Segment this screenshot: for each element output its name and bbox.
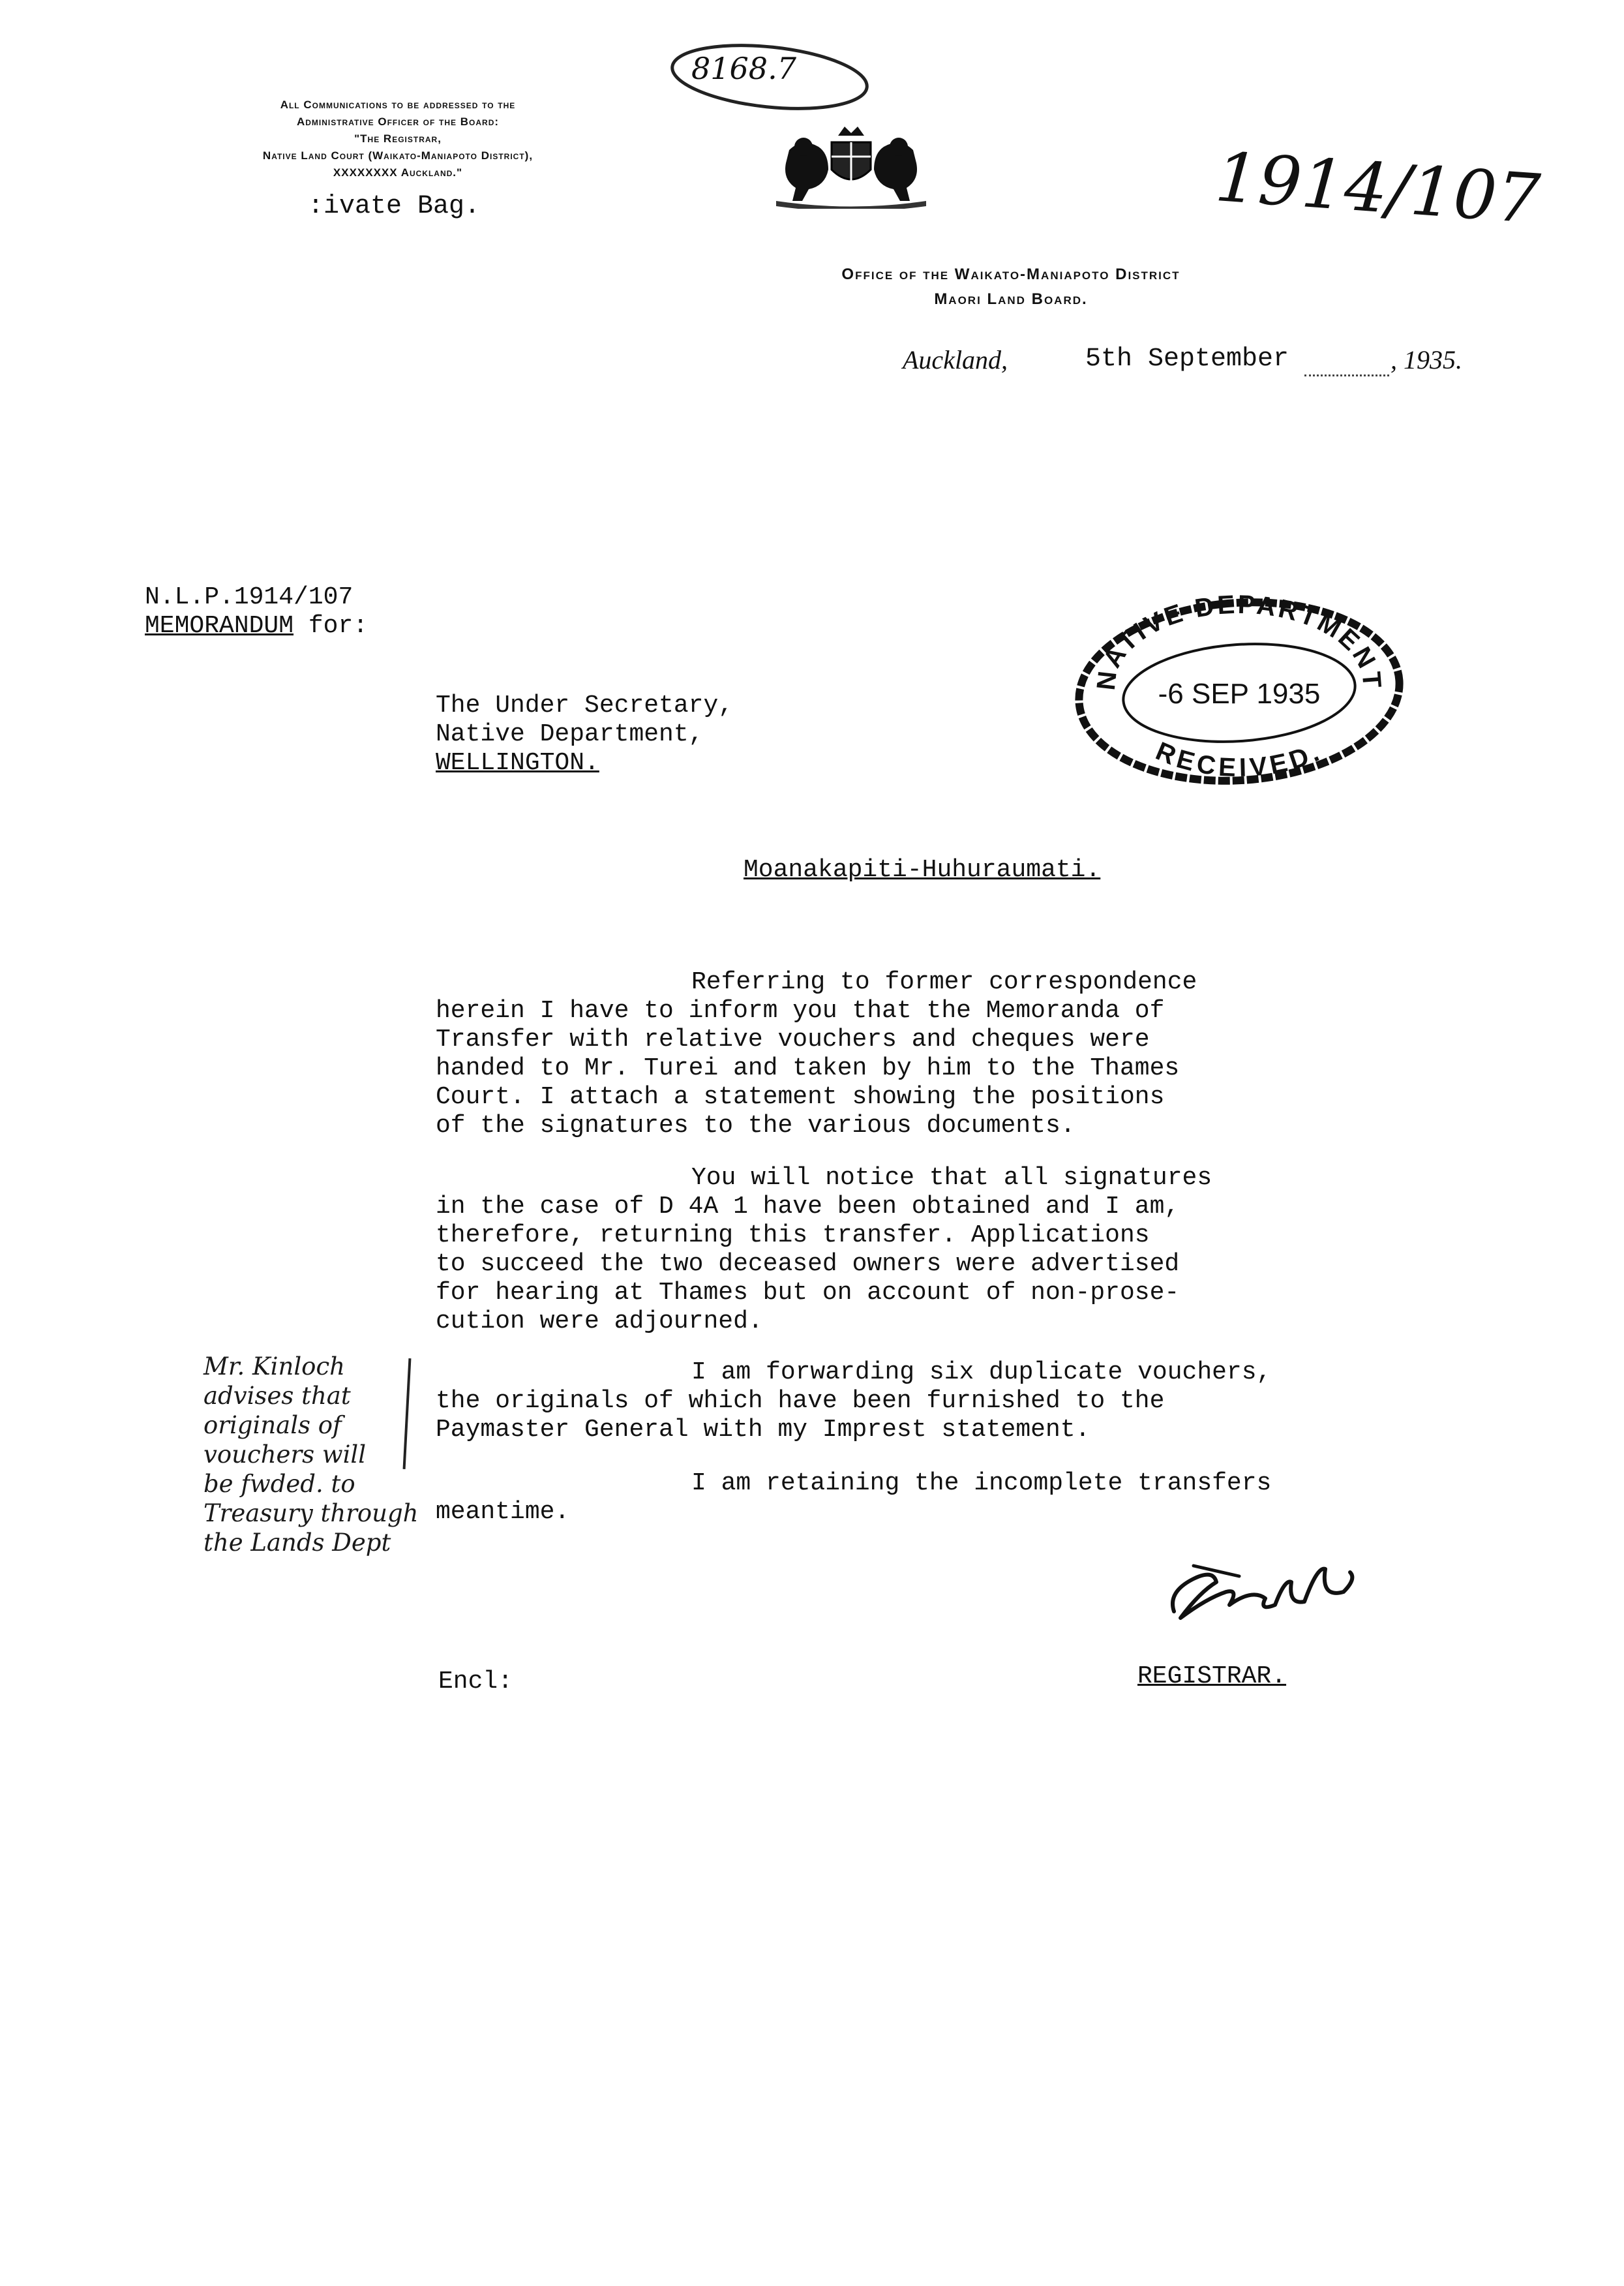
communications-notice — [170, 97, 626, 181]
margin-note-line: be fwded. to — [203, 1470, 355, 1498]
handwritten-file-number: 1914/107 — [1212, 137, 1543, 239]
paragraph-line: for hearing at Thames but on account of non-prose- — [436, 1279, 1180, 1307]
addressee-line-3: WELLINGTON. — [436, 749, 599, 777]
file-reference: N.L.P.1914/107 — [145, 583, 353, 611]
addressee-block — [436, 692, 733, 778]
paragraph-line: meantime. — [436, 1498, 570, 1526]
communications-line: XXXXXXXX Auckland." — [333, 166, 463, 179]
paragraph-line: to succeed the two deceased owners were advertised — [436, 1250, 1180, 1278]
margin-note-line: the Lands Dept — [203, 1529, 391, 1557]
paragraph-line: Paymaster General with my Imprest statement. — [436, 1416, 1090, 1444]
paragraph-line: handed to Mr. Turei and taken by him to the Thames — [436, 1054, 1180, 1082]
margin-note — [203, 1352, 425, 1557]
paragraph-line: I am retaining the incomplete transfers — [691, 1469, 1272, 1497]
date-day-month: 5th September — [1085, 344, 1289, 374]
paragraph-line: You will notice that all signatures — [691, 1164, 1212, 1192]
paragraph-4 — [436, 1469, 1453, 1527]
memorandum-heading — [145, 612, 368, 640]
addressee-line-1: The Under Secretary, — [436, 692, 734, 720]
received-stamp — [1063, 587, 1415, 796]
communications-line: "The Registrar, — [354, 132, 442, 145]
margin-note-line: advises that — [203, 1382, 351, 1410]
memorandum-for: for: — [293, 612, 368, 640]
stamp-date: -6 SEP 1935 — [1158, 678, 1321, 710]
stamp-bottom-text: RECEIVED. — [1151, 737, 1327, 783]
margin-note-line: Mr. Kinloch — [203, 1352, 345, 1380]
addressee-line-2: Native Department, — [436, 720, 704, 748]
stamp-oval-icon — [1063, 587, 1415, 796]
paragraph-3 — [436, 1358, 1453, 1444]
memorandum-word: MEMORANDUM — [145, 612, 294, 640]
office-line-2: Maori Land Board. — [934, 290, 1088, 308]
paragraph-line: Referring to former correspondence — [691, 968, 1197, 996]
paragraph-2 — [436, 1164, 1453, 1336]
paragraph-1 — [436, 968, 1453, 1140]
coat-of-arms-icon — [763, 124, 939, 209]
circled-number: 8168.7 — [691, 51, 796, 86]
paragraph-line: Court. I attach a statement showing the positions — [436, 1083, 1165, 1111]
margin-note-line: vouchers will — [203, 1440, 367, 1469]
stamp-top-text: NATIVE DEPARTMENT — [1091, 590, 1387, 692]
paragraph-line: therefore, returning this transfer. Applications — [436, 1221, 1150, 1249]
signature-icon — [1154, 1553, 1376, 1638]
margin-note-line: Treasury through — [203, 1499, 419, 1527]
paragraph-line: cution were adjourned. — [436, 1307, 763, 1335]
communications-line: Administrative Officer of the Board: — [296, 115, 500, 128]
paragraph-line: Transfer with relative vouchers and cheques were — [436, 1026, 1150, 1054]
date-year: , 1935. — [1391, 345, 1462, 374]
communications-line: All Communications to be addressed to the — [280, 99, 516, 111]
paragraph-line: of the signatures to the various documents. — [436, 1112, 1075, 1140]
paragraph-line: I am forwarding six duplicate vouchers, — [691, 1358, 1272, 1386]
private-bag: :ivate Bag. — [308, 192, 481, 221]
paragraph-line: in the case of D 4A 1 have been obtained and I am, — [436, 1193, 1180, 1221]
registrar-title: REGISTRAR. — [1137, 1662, 1287, 1690]
date-dotted-leader — [1304, 374, 1389, 376]
enclosure-label: Encl: — [438, 1668, 513, 1696]
date-place: Auckland, — [903, 345, 1008, 374]
communications-line: Native Land Court (Waikato-Maniapoto District), — [262, 149, 534, 162]
paragraph-line: the originals of which have been furnished to the — [436, 1387, 1165, 1415]
office-heading — [750, 262, 1272, 312]
margin-note-line: originals of — [203, 1411, 342, 1439]
subject-line: Moanakapiti-Huhuraumati. — [744, 856, 1101, 884]
office-line-1: Office of the Waikato-Maniapoto District — [841, 266, 1180, 283]
paragraph-line: herein I have to inform you that the Memoranda of — [436, 997, 1165, 1025]
